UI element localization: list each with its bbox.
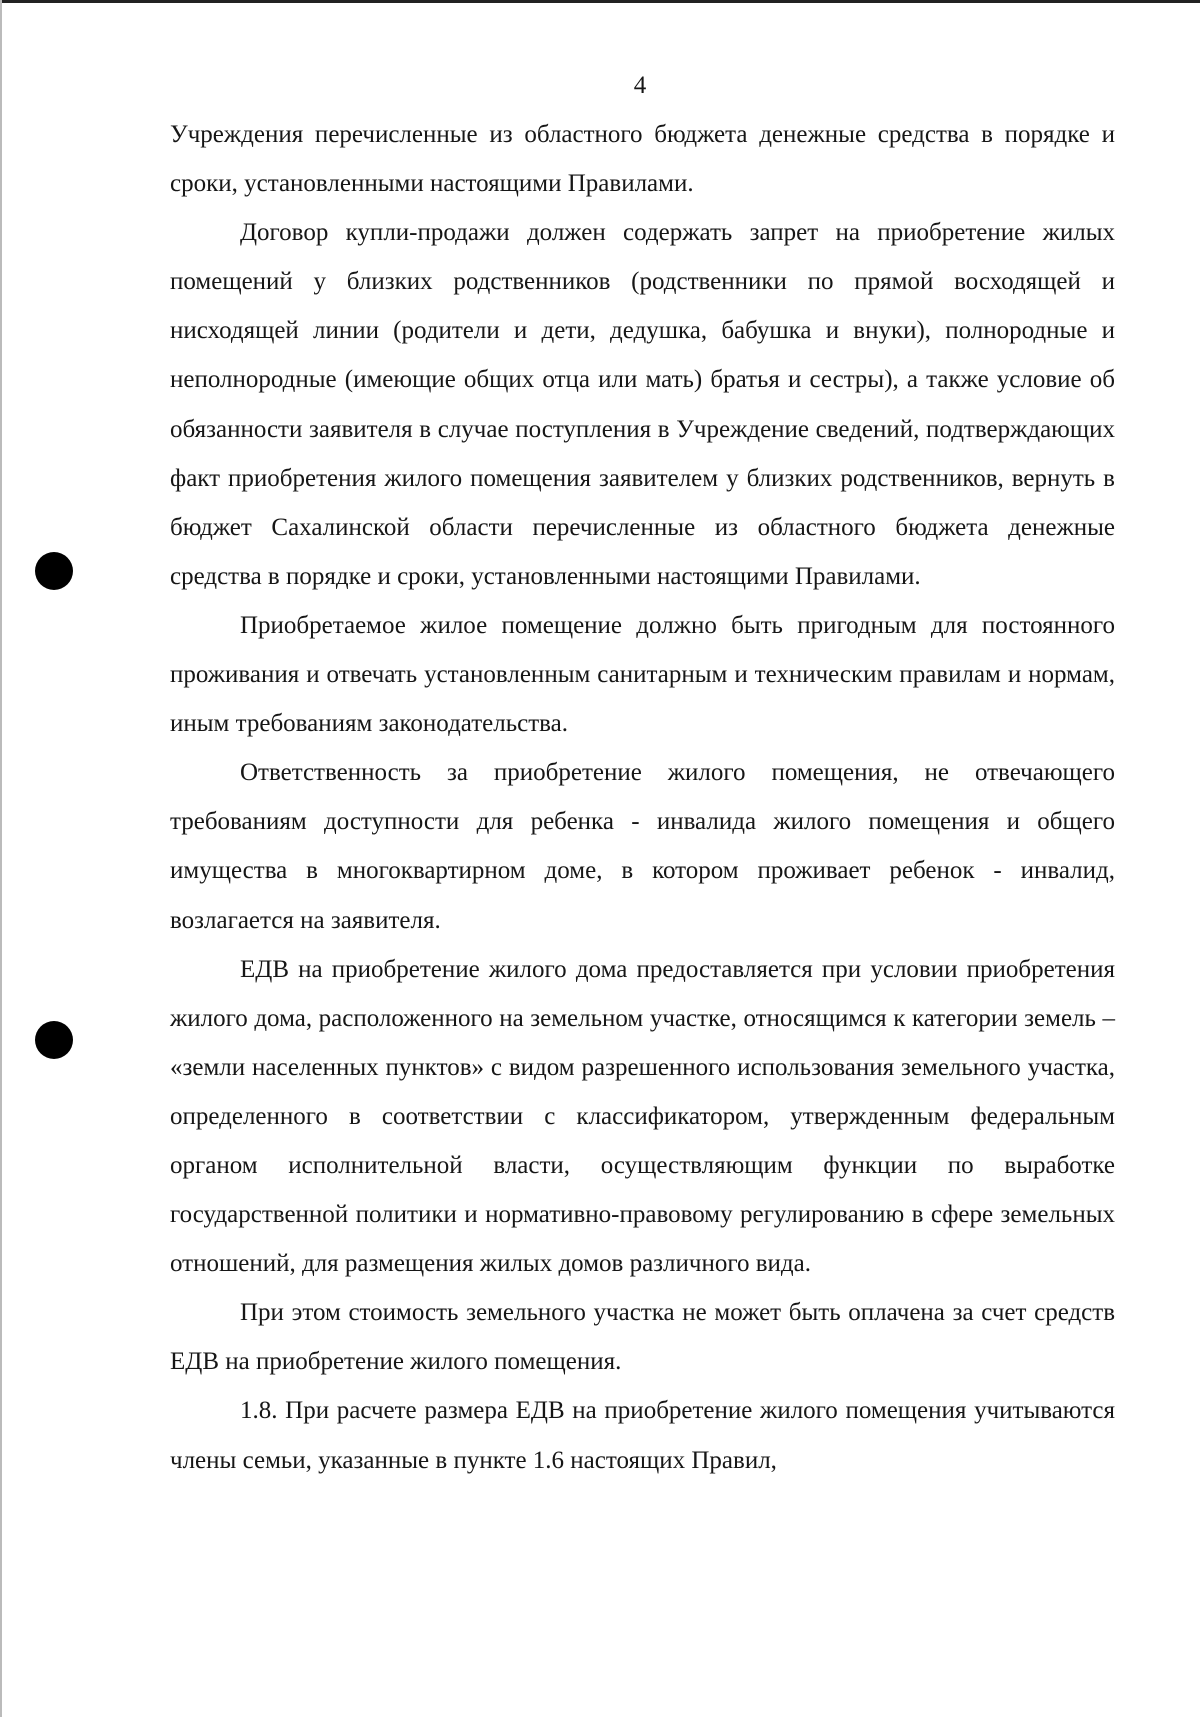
paragraph-housing-suitability: Приобретаемое жилое помещение должно быть пригодным для постоянного проживания и отвечать установленным санитарным и техническим правилам и нормам, иным требованиям законодательства. (170, 611, 1115, 738)
paragraph-purchase-contract: Договор купли-продажи должен содержать запрет на приобретение жилых помещений у близких родственников (родственники по прямой восходящей и нисходящей линии (родители и дети, дедушка, бабушка и внуки), полнородные и неполнородные (имеющие общих отца или мать) братья и сестры), а также условие об обязанности заявителя в случае поступления в Учреждение сведений, подтверждающих факт приобретения жилого помещения заявителем у близких родственников, вернуть в бюджет Сахалинской области перечисленные из областного бюджета денежные средства в порядке и сроки, установленными настоящими Правилами. (170, 219, 1115, 590)
paragraph-land-cost: При этом стоимость земельного участка не может быть оплачена за счет средств ЕДВ на приобретение жилого помещения. (170, 1299, 1115, 1376)
paragraph-responsibility: Ответственность за приобретение жилого помещения, не отвечающего требованиям доступности для ребенка - инвалида жилого помещения и общего имущества в многоквартирном доме, в котором проживает ребенок - инвалид, возлагается на заявителя. (170, 759, 1115, 934)
document-body (170, 110, 1115, 1485)
punch-hole-mark (35, 1021, 73, 1059)
scan-border-top (0, 0, 1200, 3)
paragraph-house-land: ЕДВ на приобретение жилого дома предоставляется при условии приобретения жилого дома, расположенного на земельном участке, относящимся к категории земель – «земли населенных пунктов» с видом разрешенного использования земельного участка, определенного в соответствии с классификатором, утвержденным федеральным органом исполнительной власти, осуществляющим функции по выработке государственной политики и нормативно-правовому регулированию в сфере земельных отношений, для размещения жилых домов различного вида. (170, 955, 1115, 1278)
scan-border-left (0, 0, 2, 1717)
punch-hole-mark (35, 552, 73, 590)
paragraph-section-1-8: 1.8. При расчете размера ЕДВ на приобретение жилого помещения учитываются члены семьи, указанные в пункте 1.6 настоящих Правил, (170, 1397, 1115, 1474)
paragraph-continuation: Учреждения перечисленные из областного бюджета денежные средства в порядке и сроки, установленными настоящими Правилами. (170, 121, 1115, 198)
page-number: 4 (633, 72, 647, 99)
